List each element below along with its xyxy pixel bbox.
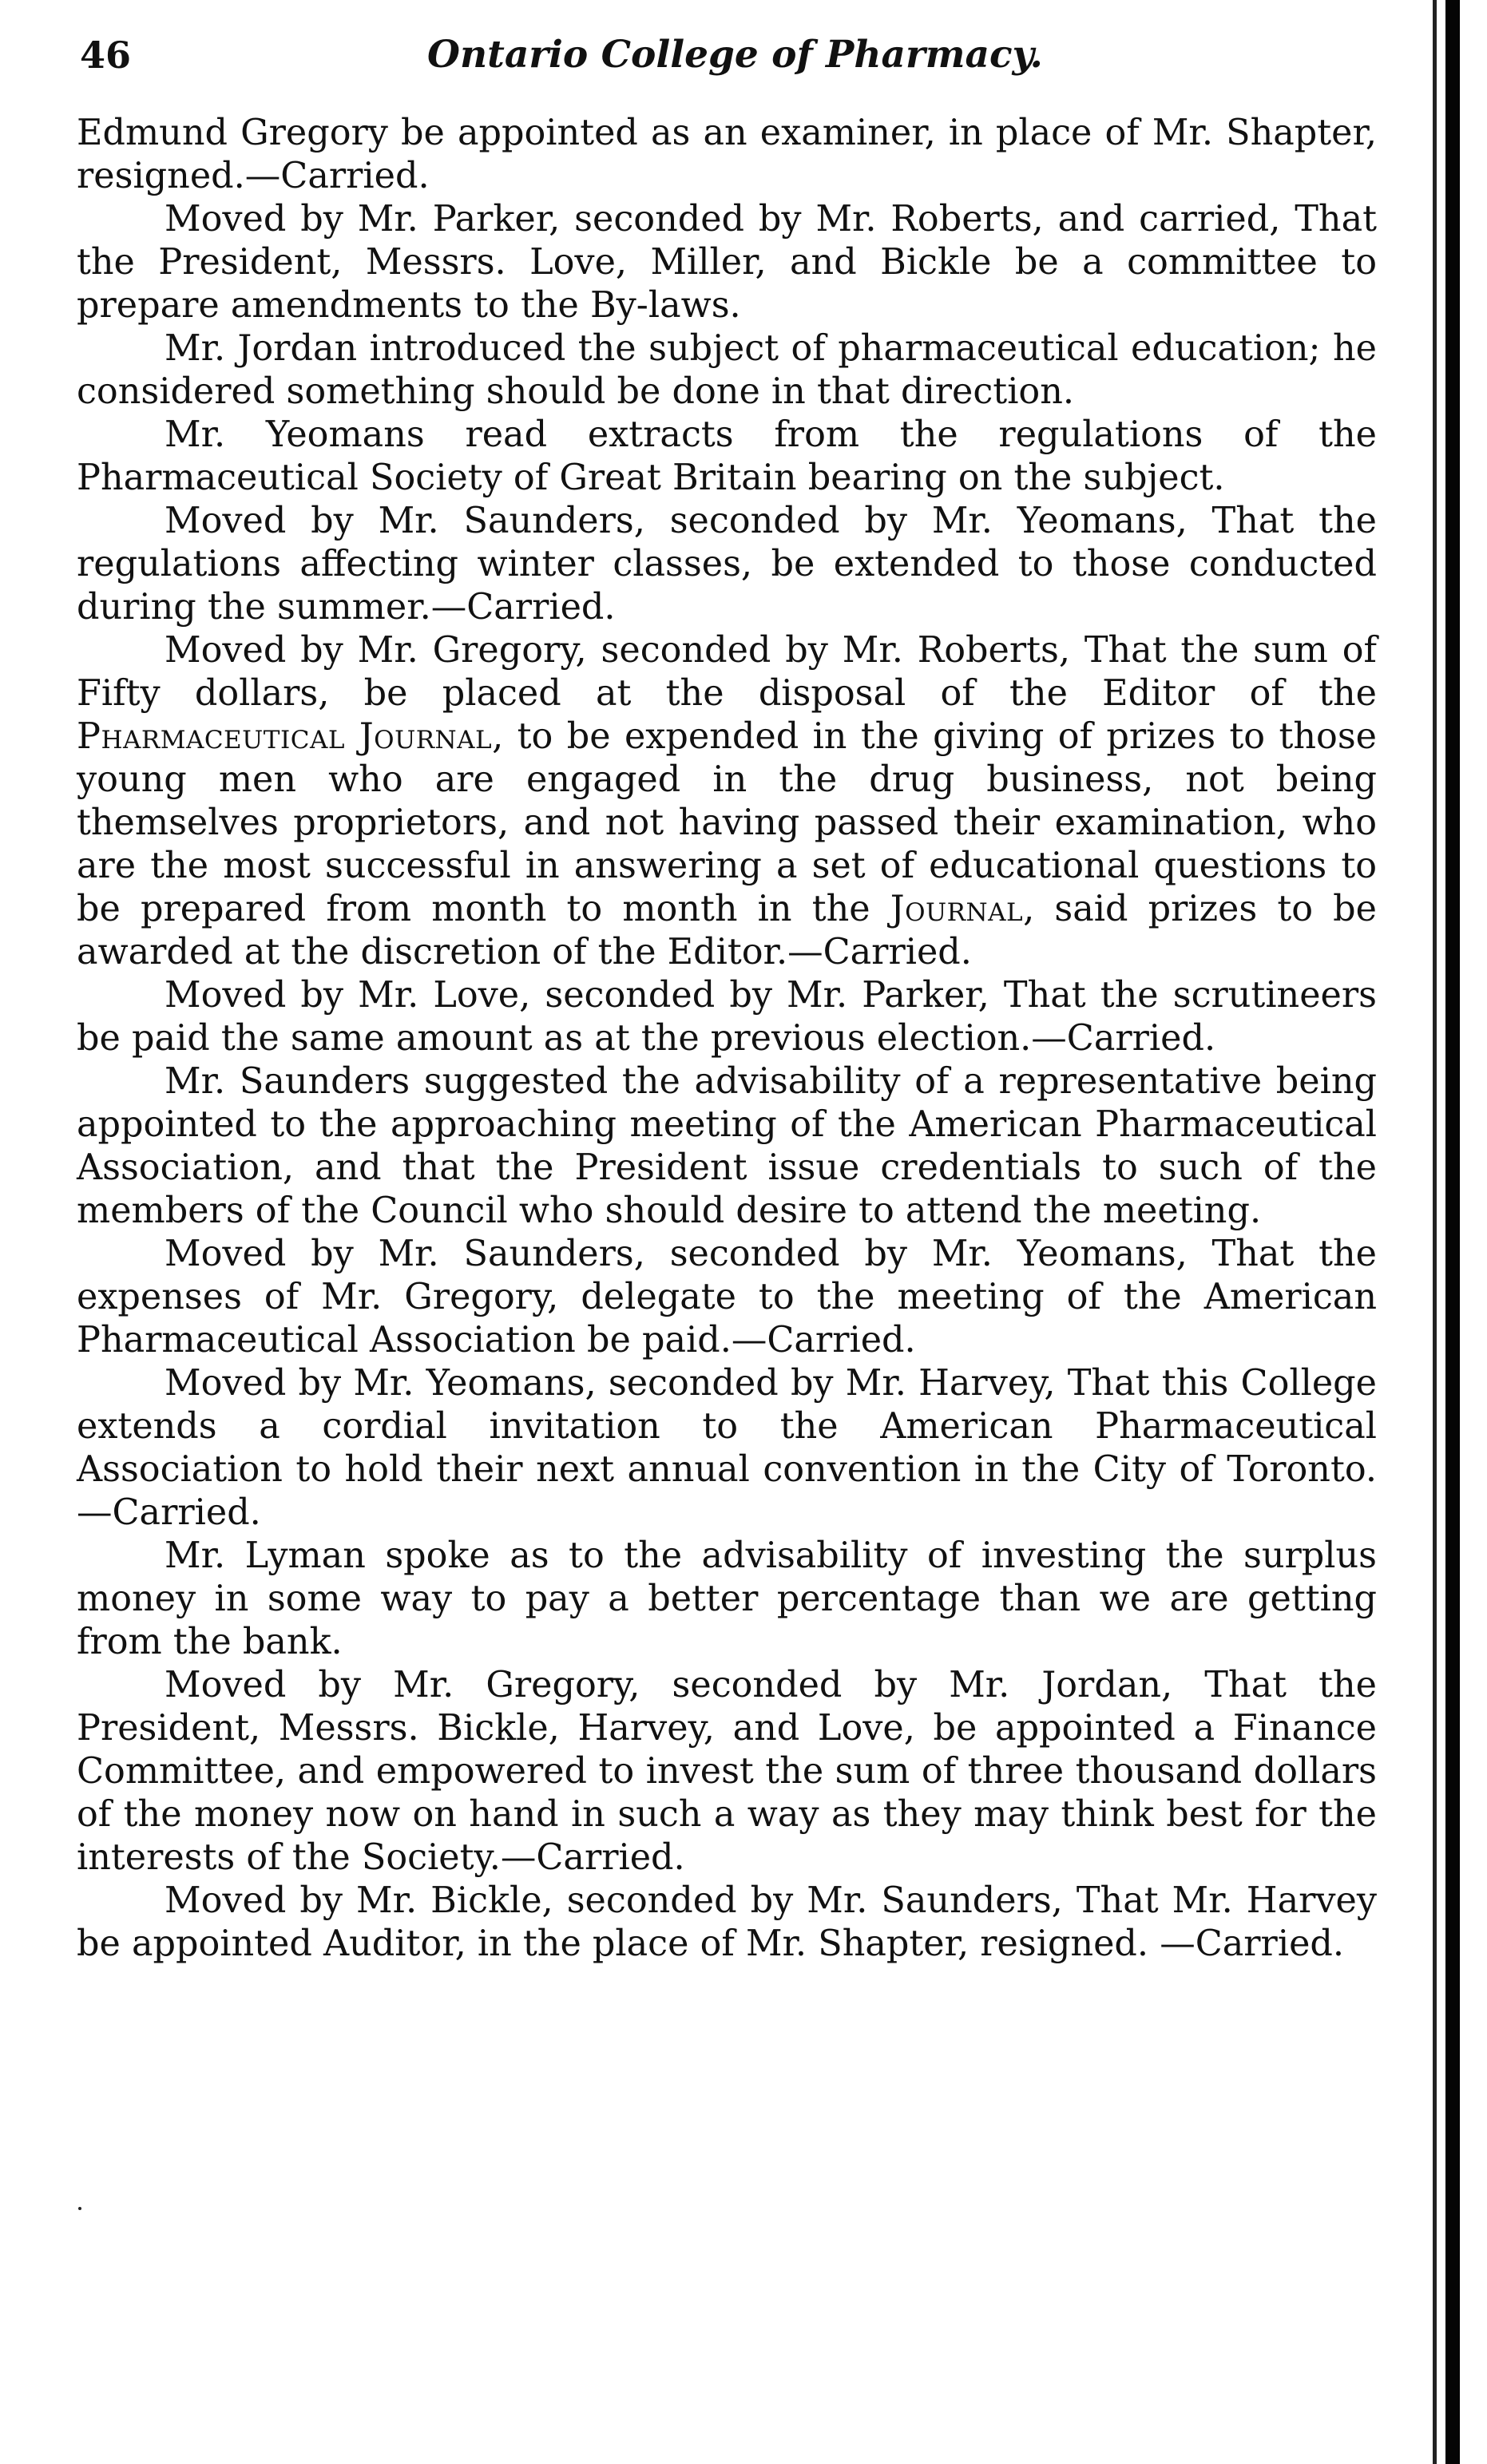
paragraph-continuation: Edmund Gregory be appointed as an examiner, in place of Mr. Shapter, resigned.—Carried. <box>77 113 1377 196</box>
paragraph-finance-committee: Moved by Mr. Gregory, seconded by Mr. Jordan, That the President, Messrs. Bickle, Harvey, and Love, be appointed a Finance Committee, and empowered to invest the sum of three thousand dollars of the money now on hand in such a way as they may think best for the interests of the Society.—Carried. <box>77 1665 1377 1878</box>
paragraph-auditor: Moved by Mr. Bickle, seconded by Mr. Saunders, That Mr. Harvey be appointed Auditor, in the place of Mr. Shapter, resigned. —Carried. <box>77 1880 1377 1964</box>
prize-fund-text-part-2: , to be expended in the giving of prizes to those young men who are engaged in the drug business, not being themselves proprietors, and not having passed their examination, who are the most successful in answering a set of educational questions to be prepared from month to month in the <box>77 716 1377 929</box>
paragraph-bylaws-committee: Moved by Mr. Parker, seconded by Mr. Roberts, and carried, That the President, Messrs. Love, Miller, and Bickle be a committee to prepare amendments to the By-laws. <box>77 199 1377 326</box>
running-title: Ontario College of Pharmacy. <box>427 33 1043 77</box>
journal-name: Pharmaceutical Journal <box>77 716 493 757</box>
paragraph-pharmaceutical-education: Mr. Jordan introduced the subject of pharmaceutical education; he considered something should be done in that direction. <box>77 328 1377 412</box>
prize-fund-text-part-1: Moved by Mr. Gregory, seconded by Mr. Roberts, That the sum of Fifty dollars, be placed at the disposal of the Editor of the <box>77 630 1377 714</box>
paragraph-convention-invitation: Moved by Mr. Yeomans, seconded by Mr. Harvey, That this College extends a cordial invitation to the American Pharmaceutical Association to hold their next annual convention in the City of Toronto.—Carried. <box>77 1363 1377 1533</box>
paragraph-great-britain-regulations: Mr. Yeomans read extracts from the regulations of the Pharmaceutical Society of Great Britain bearing on the subject. <box>77 414 1377 498</box>
paragraph-delegate-expenses: Moved by Mr. Saunders, seconded by Mr. Yeomans, That the expenses of Mr. Gregory, delegate to the meeting of the American Pharmaceutical Association be paid.—Carried. <box>77 1234 1377 1361</box>
page-number: 46 <box>80 34 132 77</box>
page-header <box>80 27 1380 83</box>
minutes-text <box>77 112 1377 1966</box>
prize-fund-text-part-3: , said prizes to be awarded at the discretion of the Editor.—Carried. <box>77 889 1377 973</box>
page-edge-rule <box>1445 0 1460 2464</box>
stray-ink-mark <box>78 2207 81 2210</box>
paragraph-representative: Mr. Saunders suggested the advisability of a representative being appointed to the approaching meeting of the American Pharmaceutical Association, and that the President issue credentials to such of the members of the Council who should desire to attend the meeting. <box>77 1061 1377 1231</box>
paragraph-surplus-money: Mr. Lyman spoke as to the advisability of investing the surplus money in some way to pay a better percentage than we are getting from the bank. <box>77 1535 1377 1662</box>
paragraph-prize-fund <box>77 629 1377 974</box>
binding-edge-shadow <box>1433 0 1437 2464</box>
paragraph-summer-classes: Moved by Mr. Saunders, seconded by Mr. Yeomans, That the regulations affecting winter classes, be extended to those conducted during the summer.—Carried. <box>77 501 1377 628</box>
paragraph-scrutineers: Moved by Mr. Love, seconded by Mr. Parker, That the scrutineers be paid the same amount as at the previous election.—Carried. <box>77 975 1377 1059</box>
journal-short-name: Journal <box>890 889 1024 929</box>
